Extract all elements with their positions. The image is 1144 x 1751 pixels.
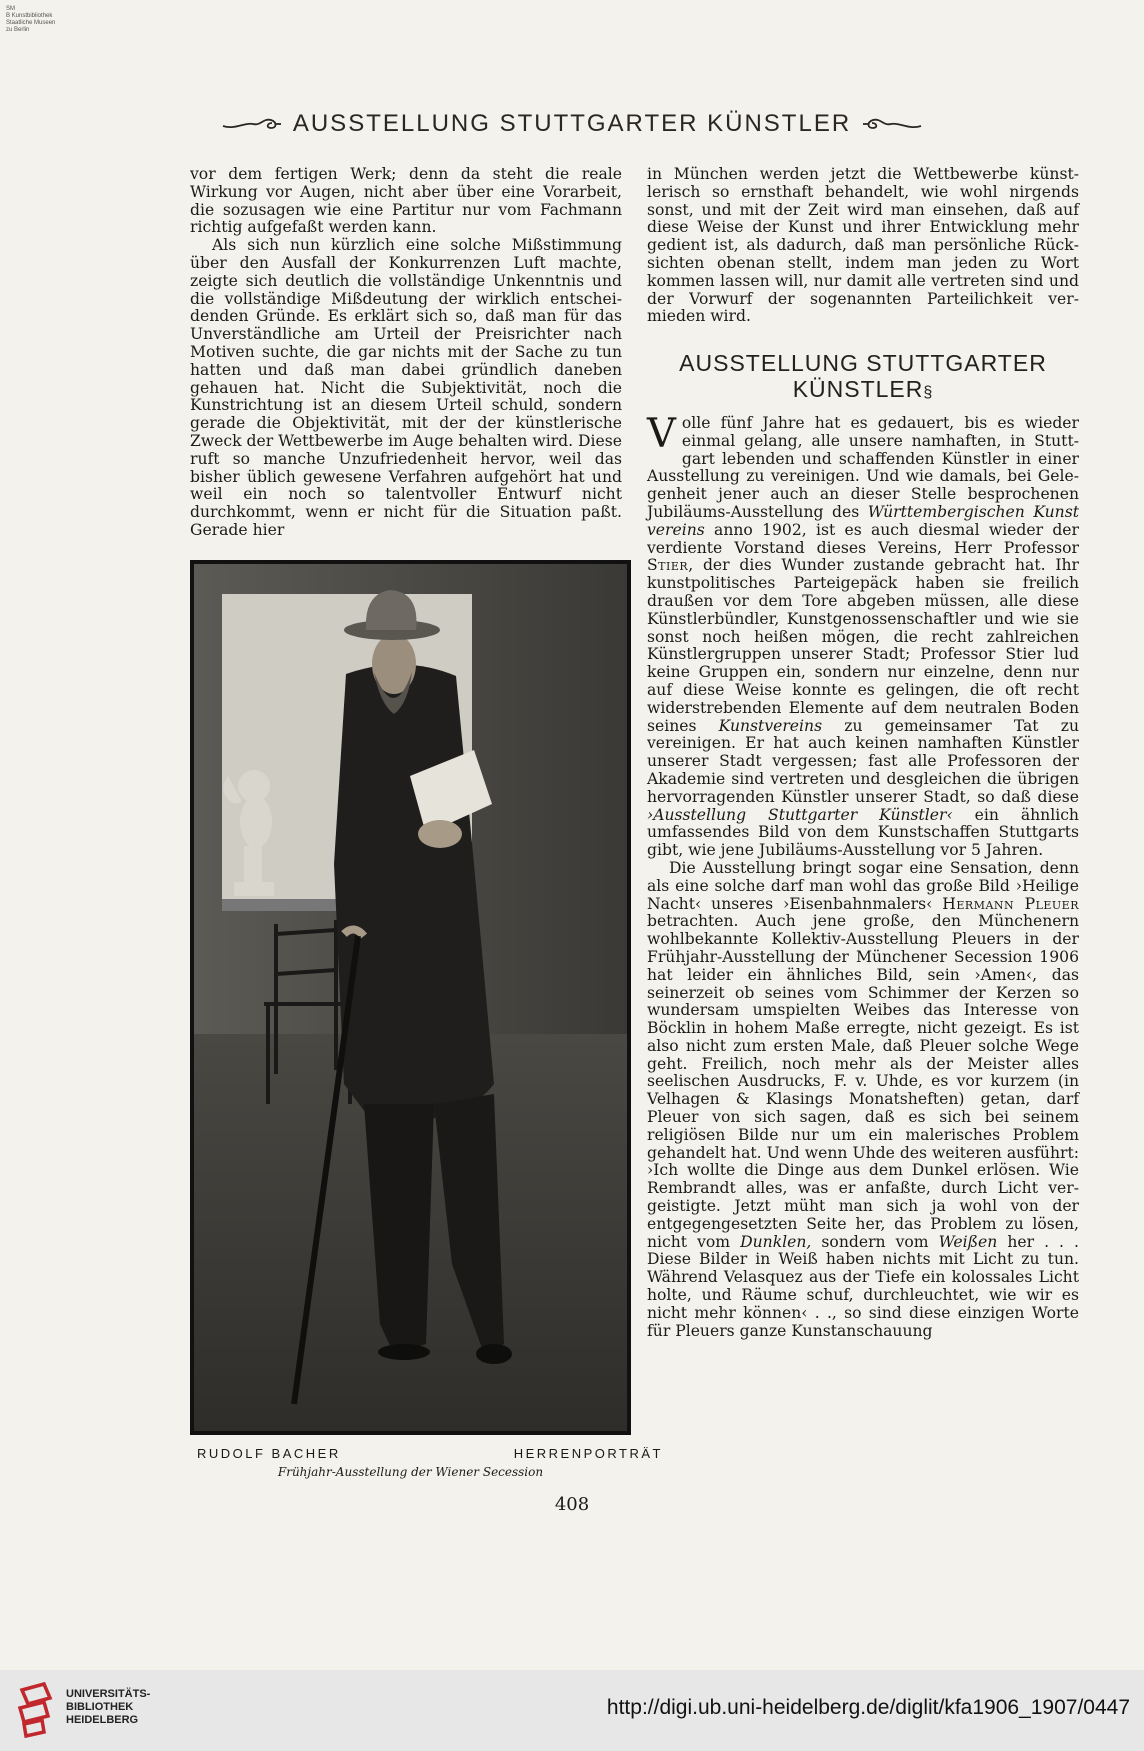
text-run: olle fünf Jahre hat es gedauert, bis es wieder einmal gelang, alle unsere namhaften, in Stuttgart lebenden und schaffenden Künstler in einer Ausstellung zu vereinigen. Und wie damals, bei Gelegenheit jener auch an dieser Stelle besprochenen Jubiläums-Ausstellung des [647, 414, 1079, 521]
text-run: Die Ausstellung bringt sogar eine Sensation, denn als eine solche darf man wohl das große Bild ›Heilige Nacht‹ unseres ›Eisenbahnmalers‹ [647, 858, 1079, 913]
text-run: , der dies Wunder zustande gebracht hat. Ihr kunstpolitisches Parteigepäck haben sie freilich draußen vor dem Tore abgeben müssen, alle diese Künstlerbündler, Kunstgenossenschaftler und wie sie sonst noch heißen mögen, die recht zahlreichen Künstlergruppen unserer Stadt; Professor Stier lud keine Gruppen ein, sondern nur einzelne, denn nur auf diese Weise konnte es gelingen, die oft recht widerstrebenden Elemente auf dem neutralen Boden seines [647, 556, 1079, 735]
section-mark: § [923, 384, 934, 401]
flourish-left-icon [221, 112, 283, 136]
text-run: anno 1902, ist es auch diesmal wieder der verdiente Vorstand dieses Vereins, Herr Professor [647, 520, 1079, 557]
text-run-italic: Dunklen, [740, 1232, 812, 1251]
text-run-italic: Kunstvereins [718, 716, 823, 735]
right-column-continuation [647, 166, 1079, 326]
paragraph: in München werden jetzt die Wettbewerbe künstlerisch so ernsthaft behandelt, wie wohl nirgends sonst, und mit der Zeit wird man einsehen, daß auf diese Weise der Kunst und ihrer Entwicklung mehr gedient ist, als dadurch, daß man persönliche Rücksichten obenan stellt, indem man jeden zu Wort kommen lassen will, nur damit alle vertreten sind und der Vorwurf der sogenannten Parteilichkeit vermieden wird. [647, 165, 1079, 326]
portrait-illustration [194, 564, 627, 1431]
portrait-photograph [190, 560, 631, 1435]
figure-subcaption: Frühjahr-Ausstellung der Wiener Secession [277, 1465, 544, 1479]
library-stamp [6, 6, 55, 34]
library-name [66, 1688, 150, 1727]
digitization-footer [0, 1670, 1144, 1751]
text-run-smallcaps: Hermann Pleuer [942, 894, 1079, 913]
page-number: 408 [554, 1494, 590, 1515]
flourish-right-icon [861, 112, 923, 136]
figure-artist: RUDOLF BACHER [197, 1446, 341, 1461]
article-title [647, 350, 1079, 406]
library-logo-icon [14, 1680, 58, 1740]
text-run: her . . . Diese Bilder in Weiß haben nichts mit Licht zu tun. Während Velasquez aus der Tiefe ein kolossales Licht holte, und Räume schuf, durchleuchtet, wie wir es nicht mehr können‹ . ., so sind diese einzigen Worte für Pleuers ganze Kunstanschauung [647, 1232, 1079, 1340]
stamp-line: zu Berlin [6, 27, 30, 33]
paragraph: vor dem fertigen Werk; denn da steht die reale Wirkung vor Augen, nicht aber über eine Vorarbeit, die sozusagen wie eine Partitur nur vom Fachmann richtig aufgefaßt werden kann. [190, 165, 622, 237]
text-run-italic: Weißen [938, 1232, 998, 1251]
paragraph [647, 860, 1079, 1341]
left-column-text [190, 166, 622, 540]
text-run: zu gemeinsamer Tat zu vereinigen. Er hat auch keinen namhaften Künstler unserer Stadt vergessen; fast alle Professoren der Akademie sind vertreten und desgleichen die übrigen hervorragenden Künstler unserer Stadt, so daß diese [647, 716, 1079, 806]
text-run: betrachten. Auch jene große, den Münchenern wohlbekannte Kollektiv-Ausstellung Pleuers in der Frühjahr-Ausstellung der Münchener Secession 1906 hat leider ein ähnliches Bild, sein ›Amen‹, das seinerzeit ob seines vom Schimmer der Kerzen so wundersam umspielten Weibes das Interesse von Böcklin in hohem Maße erregte, nicht gezeigt. Es ist also nicht zum ersten Male, daß Pleuer solche Wege geht. Freilich, noch mehr als der Meister alles seelischen Ausdrucks, F. v. Uhde, es vor kurzem (in Velhagen & Klasings Monatsheften) getan, darf Pleuer von sich sagen, daß es sich bei seinem religiösen Bilde nur um ein malerisches Problem gehandelt hat. Und wenn Uhde des weiteren ausführt: ›Ich wollte die Dinge aus dem Dunkel erlösen. Wie Rembrandt alles, was er anfaßte, durch Licht vergeistigte. Jetzt müht man sich ja wohl von der entgegengesetzten Seite her, das Problem zu lösen, nicht vom [647, 912, 1079, 1251]
source-url-link[interactable]: http://digi.ub.uni-heidelberg.de/diglit/kfa1906_1907/0447 [606, 1696, 1130, 1719]
paragraph: Als sich nun kürzlich eine solche Mißstimmung über den Ausfall der Konkurrenzen Luft machte, zeigte sich deutlich die vollständige Unkenntnis und die vollständige Mißdeutung der wirklich entscheidenden Gründe. Es erklärt sich so, daß man für das Unverständliche am Urteil der Preisrichter nach Motiven suchte, die gar nichts mit der Sache zu tun hatten und daß man dabei gründlich daneben gehauen hat. Nicht die Subjektivität, noch die Kunstrichtung ist an diesem Urteil schuld, sondern gerade die Objektivität, mit der der künstlerische Zweck der Wettbewerbe im Auge behalten wird. Diese ruft so manche Unzufriedenheit hervor, weil das bisher üblich gewesene Verfahren aufgehört hat und weil ein noch so talentvoller Entwurf nicht durchkommt, wenn er nicht für die Situation paßt. Gerade hier [190, 236, 622, 539]
figure-title: HERRENPORTRÄT [513, 1446, 663, 1461]
paragraph [647, 411, 1079, 860]
stamp-line: Staatliche Museen [6, 20, 56, 26]
text-run-italic: ›Ausstellung Stuttgarter Künstler‹ [647, 805, 953, 824]
text-run: ein ähnlich umfassendes Bild von dem Kunstschaffen Stuttgarts gibt, wie jene Jubiläums-Ausstellung vor 5 Jahren. [647, 805, 1079, 860]
article-title-word: KÜNSTLER [792, 376, 924, 402]
library-name-line: HEIDELBERG [66, 1714, 139, 1726]
article-body [647, 411, 1079, 1340]
running-head-title: AUSSTELLUNG STUTTGARTER KÜNSTLER [292, 110, 852, 137]
article-title-line [647, 376, 1079, 406]
text-run-smallcaps: Stier [647, 556, 689, 575]
text-run-italic: vereins [647, 520, 705, 539]
running-head [0, 110, 1144, 138]
drop-cap: V [647, 411, 676, 457]
text-run: sondern vom [821, 1232, 929, 1251]
library-name-line: UNIVERSITÄTS- [66, 1688, 151, 1700]
stamp-line: B Kunstbibliothek [6, 13, 53, 19]
article-title-line: AUSSTELLUNG STUTTGARTER [679, 350, 1047, 376]
stamp-line: SM [6, 6, 15, 12]
text-run-italic: Württembergischen Kunst [867, 502, 1079, 521]
library-name-line: BIBLIOTHEK [66, 1701, 134, 1713]
